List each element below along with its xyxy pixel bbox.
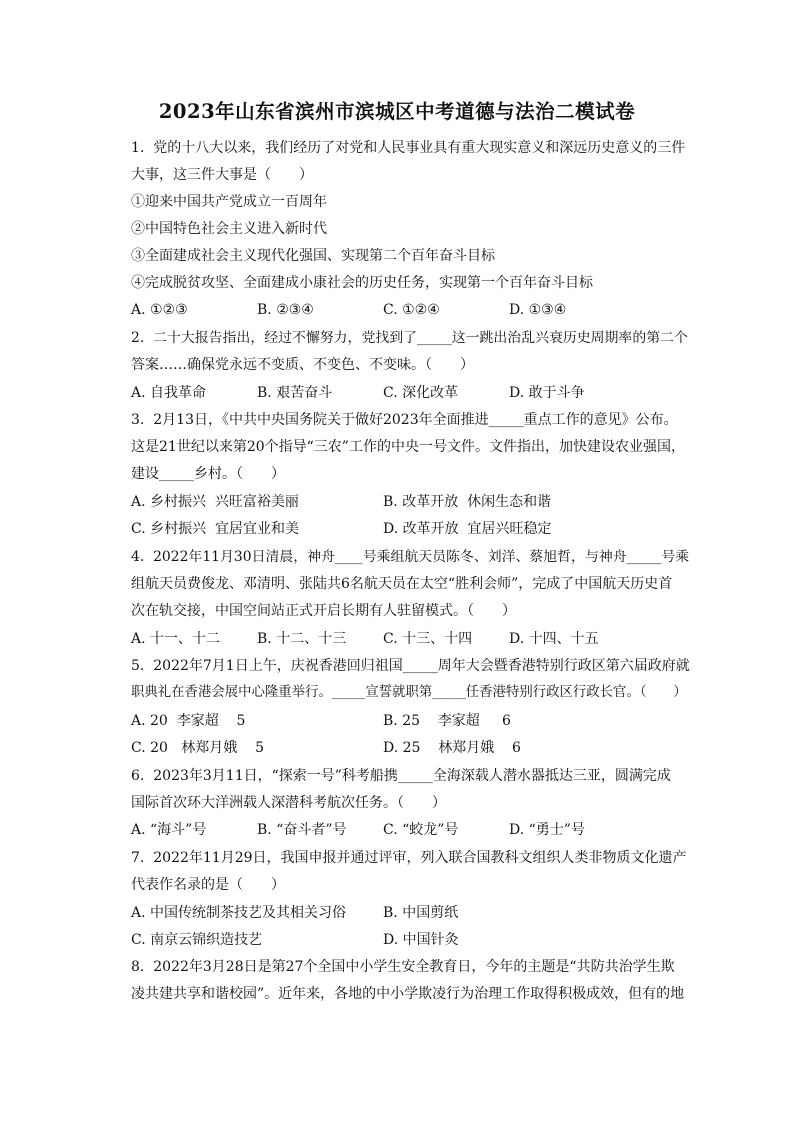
q1-stem-line-2: 大事，这三件大事是（ ） xyxy=(131,167,313,183)
q1-option-b: B. ②③④ xyxy=(257,302,314,318)
q2-option-d: D. 敢于斗争 xyxy=(509,385,585,401)
q5-option-d: D. 25 林郑月娥 6 xyxy=(383,740,521,756)
q4-option-d: D. 十四、十五 xyxy=(509,631,599,647)
q1-option-d: D. ①③④ xyxy=(509,302,567,318)
q5-option-a: A. 20 李家超 5 xyxy=(131,713,246,729)
q4-option-c: C. 十三、十四 xyxy=(383,631,473,647)
q4-stem-line-3: 次在轨交接，中国空间站正式开启长期有人驻留模式。（ ） xyxy=(131,603,516,619)
q7-stem-line-1: 7. 2022年11月29日，我国申报并通过评审，列入联合国教科文组织人类非物质文化遗产 xyxy=(131,850,687,866)
q6-option-c: C. “蛟龙”号 xyxy=(383,822,459,838)
q4-stem-line-2: 组航天员费俊龙、邓清明、张陆共6名航天员在太空“胜利会师”，完成了中国航天历史首 xyxy=(131,576,673,592)
q4-option-b: B. 十二、十三 xyxy=(257,631,347,647)
q1-statement-1: ①迎来中国共产党成立一百周年 xyxy=(131,194,327,210)
q1-stem-line-1: 1. 党的十八大以来，我们经历了对党和人民事业具有重大现实意义和深远历史意义的三件 xyxy=(131,140,686,156)
q6-option-b: B. “奋斗者”号 xyxy=(257,822,347,838)
q4-stem-line-1: 4. 2022年11月30日清晨，神舟____号乘组航天员陈冬、刘洋、蔡旭哲，与神舟_____号乘 xyxy=(131,549,690,565)
exam-title: 2023年山东省滨州市滨城区中考道德与法治二模试卷 xyxy=(158,100,636,123)
q6-option-d: D. “勇士”号 xyxy=(509,822,585,838)
q7-option-d: D. 中国针灸 xyxy=(383,932,459,948)
q8-stem-line-1: 8. 2022年3月28日是第27个全国中小学生安全教育日，今年的主题是“共防共治学生欺 xyxy=(131,959,675,975)
q8-stem-line-2: 凌共建共享和谐校园”。近年来，各地的中小学欺凌行为治理工作取得积极成效，但有的地 xyxy=(131,986,685,1002)
q7-option-b: B. 中国剪纸 xyxy=(383,905,459,921)
q3-stem-line-3: 建设_____乡村。（ ） xyxy=(131,466,285,482)
q2-stem-line-1: 2. 二十大报告指出，经过不懈努力，党找到了_____这一跳出治乱兴衰历史周期率的第二个 xyxy=(131,330,688,346)
q7-stem-line-2: 代表作名录的是（ ） xyxy=(131,877,285,893)
q5-option-c: C. 20 林郑月娥 5 xyxy=(131,740,264,756)
q1-option-a: A. ①②③ xyxy=(131,302,188,318)
q7-option-a: A. 中国传统制茶技艺及其相关习俗 xyxy=(131,905,347,921)
q3-stem-line-1: 3. 2月13日，《中共中央国务院关于做好2023年全面推进_____重点工作的意见》公布。 xyxy=(131,412,678,428)
q2-option-a: A. 自我革命 xyxy=(131,385,207,401)
q1-option-c: C. ①②④ xyxy=(383,302,440,318)
q1-statement-2: ②中国特色社会主义进入新时代 xyxy=(131,221,327,237)
q5-option-b: B. 25 李家超 6 xyxy=(383,713,511,729)
q3-option-a: A. 乡村振兴 兴旺富裕美丽 xyxy=(131,494,299,510)
q1-statement-3: ③全面建成社会主义现代化强国、实现第二个百年奋斗目标 xyxy=(131,248,495,264)
q2-option-c: C. 深化改革 xyxy=(383,385,459,401)
q7-option-c: C. 南京云锦织造技艺 xyxy=(131,932,263,948)
q2-stem-line-2: 答案……确保党永远不变质、不变色、不变味。（ ） xyxy=(131,357,474,373)
q1-statement-4: ④完成脱贫攻坚、全面建成小康社会的历史任务，实现第一个百年奋斗目标 xyxy=(131,275,593,291)
q4-option-a: A. 十一、十二 xyxy=(131,631,221,647)
q3-option-d: D. 改革开放 宜居兴旺稳定 xyxy=(383,521,552,537)
q3-stem-line-2: 这是21世纪以来第20个指导“三农”工作的中央一号文件。文件指出，加快建设农业强国， xyxy=(131,439,685,455)
q6-stem-line-1: 6. 2023年3月11日，“探索一号”科考船携_____全海深载人潜水器抵达三亚，圆满完成 xyxy=(131,768,671,784)
q3-option-c: C. 乡村振兴 宜居宜业和美 xyxy=(131,521,300,537)
q6-option-a: A. “海斗”号 xyxy=(131,822,207,838)
q5-stem-line-2: 职典礼在香港会展中心隆重举行。_____宣誓就职第_____任香港特别行政区行政长官。（ ） xyxy=(131,685,687,700)
q2-option-b: B. 艰苦奋斗 xyxy=(257,385,333,401)
q3-option-b: B. 改革开放 休闲生态和谐 xyxy=(383,494,552,510)
q6-stem-line-2: 国际首次环大洋洲载人深潜科考航次任务。（ ） xyxy=(131,795,446,811)
q5-stem-line-1: 5. 2022年7月1日上午，庆祝香港回归祖国_____周年大会暨香港特别行政区第六届政府就 xyxy=(131,658,690,674)
